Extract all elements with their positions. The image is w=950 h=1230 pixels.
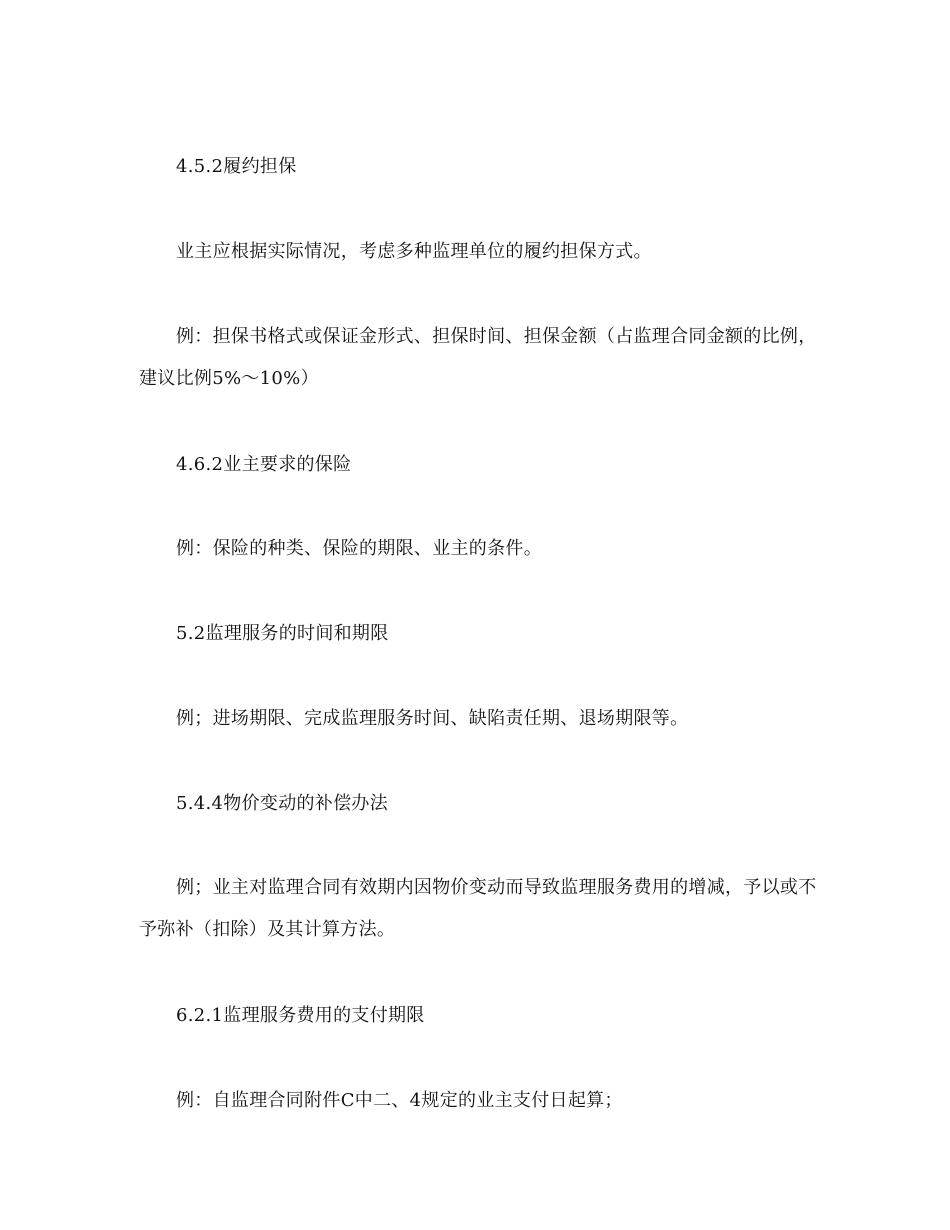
paragraph-price-change-example: 例；业主对监理合同有效期内因物价变动而导致监理服务费用的增减，予以或不予弥补（扣除）及其计算方法。 <box>139 877 817 940</box>
section-heading-4-6-2: 4.6.2业主要求的保险 <box>176 454 352 475</box>
section-heading-4-5-2: 4.5.2履约担保 <box>176 156 297 177</box>
paragraph-service-period-example: 例；进场期限、完成监理服务时间、缺陷责任期、退场期限等。 <box>176 708 689 729</box>
paragraph-payment-example: 例：自监理合同附件C中二、4规定的业主支付日起算； <box>176 1090 623 1111</box>
paragraph-insurance-example: 例：保险的种类、保险的期限、业主的条件。 <box>176 538 542 559</box>
paragraph-performance-guarantee: 业主应根据实际情况，考虑多种监理单位的履约担保方式。 <box>176 241 652 262</box>
paragraph-guarantee-example: 例：担保书格式或保证金形式、担保时间、担保金额（占监理合同金额的比例，建议比例5%～10%） <box>139 326 817 389</box>
section-heading-5-4-4: 5.4.4物价变动的补偿办法 <box>176 793 388 814</box>
section-heading-6-2-1: 6.2.1监理服务费用的支付期限 <box>176 1005 425 1026</box>
section-heading-5-2: 5.2监理服务的时间和期限 <box>176 623 389 644</box>
